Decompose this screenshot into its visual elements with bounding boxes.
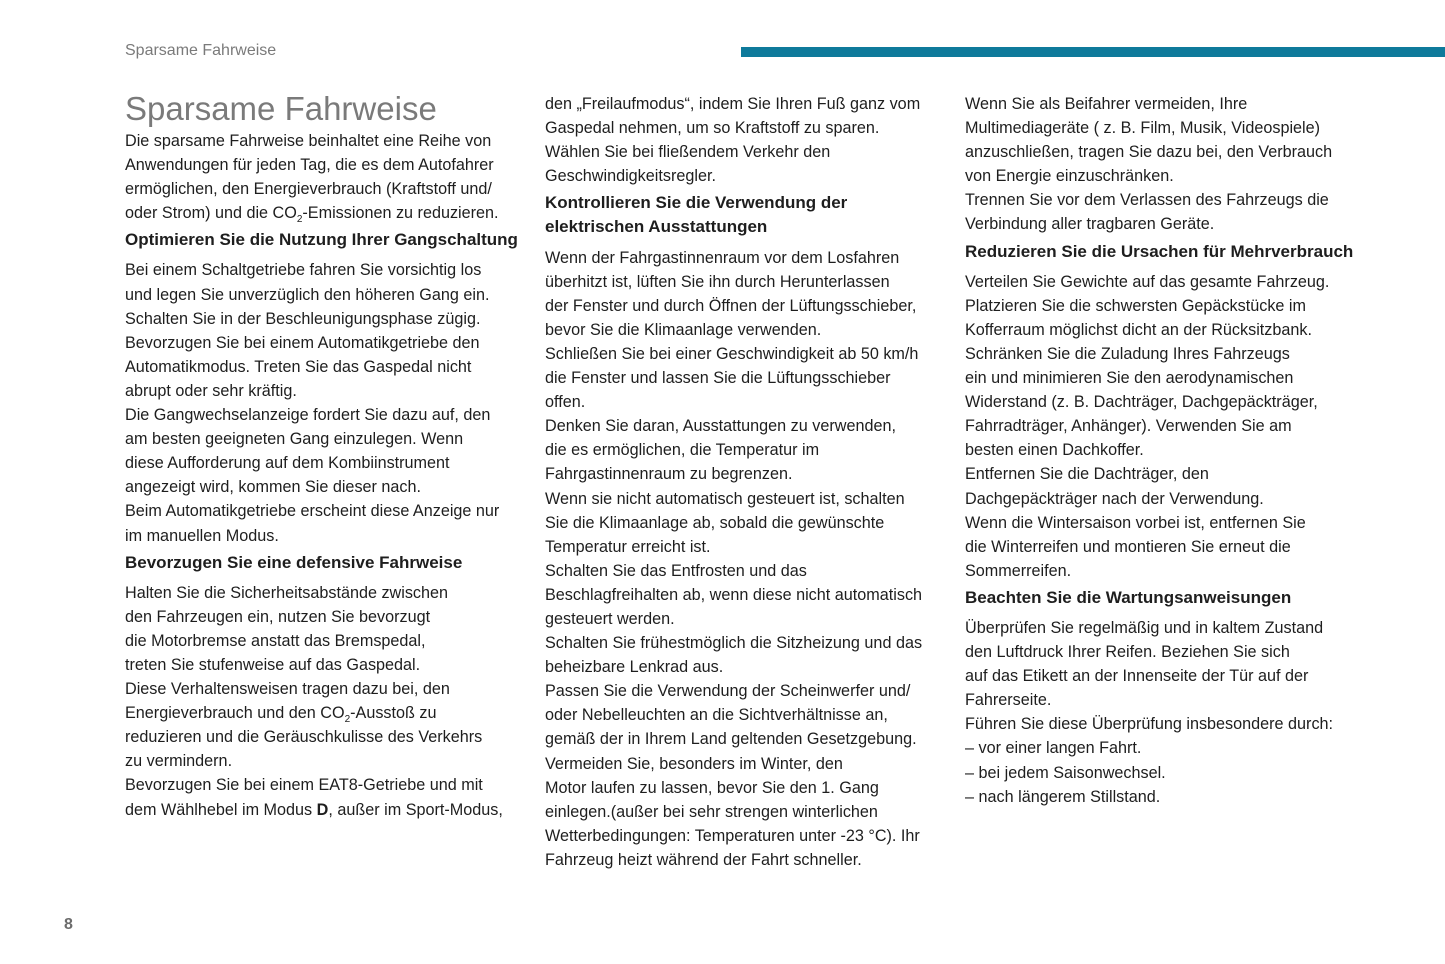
text-line: Wählen Sie bei fließendem Verkehr den [545, 143, 831, 162]
co2-subscript: 2 [344, 714, 351, 726]
text-line: im manuellen Modus. [125, 526, 279, 545]
text-line: bevor Sie die Klimaanlage verwenden. [545, 320, 822, 339]
page-number: 8 [64, 916, 73, 933]
text-line: diese Aufforderung auf dem Kombiinstrument [125, 454, 450, 473]
text-line: Schränken Sie die Zuladung Ihres Fahrzeugs [965, 344, 1290, 363]
text-line: Platzieren Sie die schwersten Gepäckstücke im [965, 296, 1306, 315]
text-line: ein und minimieren Sie den aerodynamischen [965, 369, 1294, 388]
text-line: die es ermöglichen, die Temperatur im [545, 441, 820, 460]
heading-defensive-fahrweise: Bevorzugen Sie eine defensive Fahrweise [125, 552, 463, 572]
list-item: – nach längerem Stillstand. [965, 785, 1365, 809]
running-header-title: Sparsame Fahrweise [125, 42, 277, 59]
column-middle [545, 92, 945, 872]
text-line: Trennen Sie vor dem Verlassen des Fahrzeugs die [965, 191, 1329, 210]
text-line: Automatikmodus. Treten Sie das Gaspedal nicht [125, 357, 472, 376]
text-line: am besten geeigneten Gang einzulegen. Wenn [125, 430, 464, 449]
text-line: Denken Sie daran, Ausstattungen zu verwenden, [545, 417, 896, 436]
intro-paragraph [125, 129, 525, 225]
paragraph-defensive-fahrweise [125, 581, 525, 822]
co2-subscript: 2 [296, 214, 303, 226]
text-line: Entfernen Sie die Dachträger, den [965, 465, 1209, 484]
paragraph-gangschaltung [125, 258, 525, 547]
text-line: Wenn Sie als Beifahrer vermeiden, Ihre [965, 95, 1248, 113]
text-line: abrupt oder sehr kräftig. [125, 381, 297, 400]
paragraph-elektrische-ausstattungen [545, 246, 945, 872]
text-line: Fahrradträger, Anhänger). Verwenden Sie am [965, 417, 1292, 436]
text-line: auf das Etikett an der Innenseite der Tür auf der [965, 667, 1309, 686]
text-line: Bei einem Schaltgetriebe fahren Sie vorsichtig los [125, 261, 482, 280]
text-line: -Ausstoß zu [350, 704, 437, 723]
text-line: Vermeiden Sie, besonders im Winter, den [545, 754, 843, 773]
text-line: Gaspedal nehmen, um so Kraftstoff zu sparen. [545, 119, 880, 138]
text-line: , außer im Sport-Modus, [328, 800, 503, 819]
intro-line: oder Strom) und die CO [125, 204, 297, 223]
text-line: Geschwindigkeitsregler. [545, 167, 716, 186]
text-line: die Fenster und lassen Sie die Lüftungsschieber [545, 369, 891, 388]
text-line: die Winterreifen und montieren Sie erneut die [965, 537, 1291, 556]
text-line: Wenn sie nicht automatisch gesteuert ist, schalten [545, 489, 905, 508]
text-line: Schalten Sie das Entfrosten und das [545, 561, 807, 580]
text-line: gemäß der in Ihrem Land geltenden Gesetzgebung. [545, 730, 917, 749]
text-line: Sommerreifen. [965, 561, 1072, 580]
text-line: beheizbare Lenkrad aus. [545, 658, 724, 677]
text-line: Verteilen Sie Gewichte auf das gesamte Fahrzeug. [965, 272, 1330, 291]
text-line: gesteuert werden. [545, 609, 675, 628]
column-right [965, 92, 1365, 809]
text-line: Schalten Sie frühestmöglich die Sitzheizung und das [545, 634, 923, 653]
text-line: den „Freilaufmodus“, indem Sie Ihren Fuß ganz vom [545, 95, 921, 113]
text-line: Wenn die Wintersaison vorbei ist, entfernen Sie [965, 513, 1306, 532]
text-line: der Fenster und durch Öffnen der Lüftungsschieber, [545, 296, 917, 315]
text-line: Wenn der Fahrgastinnenraum vor dem Losfahren [545, 248, 900, 267]
column-left [125, 92, 525, 822]
paragraph-freilauf [545, 92, 945, 188]
intro-line: -Emissionen zu reduzieren. [302, 204, 499, 223]
check-occasions-list [965, 736, 1365, 808]
text-line: Multimediageräte ( z. B. Film, Musik, Videospiele) [965, 119, 1321, 138]
text-line: anzuschließen, tragen Sie dazu bei, den Verbrauch [965, 143, 1333, 162]
intro-line: Die sparsame Fahrweise beinhaltet eine Reihe von [125, 132, 492, 150]
heading-mehrverbrauch: Reduzieren Sie die Ursachen für Mehrverbrauch [965, 241, 1354, 261]
text-line: Bevorzugen Sie bei einem EAT8-Getriebe und mit [125, 776, 483, 795]
text-line: dem Wählhebel im Modus [125, 800, 317, 819]
header-accent-bar [741, 47, 1445, 57]
text-line: Bevorzugen Sie bei einem Automatikgetriebe den [125, 333, 480, 352]
text-line: Beschlagfreihalten ab, wenn diese nicht automatisch [545, 585, 923, 604]
text-line: Fahrzeug heizt während der Fahrt schneller. [545, 850, 862, 869]
text-line: Schalten Sie in der Beschleunigungsphase zügig. [125, 309, 481, 328]
text-line: Temperatur erreicht ist. [545, 537, 711, 556]
text-line: einlegen.(außer bei sehr strengen winterlichen [545, 802, 878, 821]
text-line: überhitzt ist, lüften Sie ihn durch Herunterlassen [545, 272, 890, 291]
text-line: treten Sie stufenweise auf das Gaspedal. [125, 655, 421, 674]
paragraph-mehrverbrauch [965, 270, 1365, 583]
text-line: Fahrerseite. [965, 691, 1052, 710]
text-line: reduzieren und die Geräuschkulisse des Verkehrs [125, 728, 483, 747]
intro-line: ermöglichen, den Energieverbrauch (Kraftstoff und/ [125, 180, 492, 199]
text-line: besten einen Dachkoffer. [965, 441, 1144, 460]
heading-gangschaltung: Optimieren Sie die Nutzung Ihrer Gangschaltung [125, 230, 518, 250]
text-line: zu vermindern. [125, 752, 233, 771]
text-line: Widerstand (z. B. Dachträger, Dachgepäckträger, [965, 393, 1318, 412]
text-line: angezeigt wird, kommen Sie dieser nach. [125, 478, 422, 497]
text-line: Dachgepäckträger nach der Verwendung. [965, 489, 1264, 508]
page-title: Sparsame Fahrweise [125, 90, 437, 127]
text-line: Kofferraum möglichst dicht an der Rücksitzbank. [965, 320, 1312, 339]
text-line: Energieverbrauch und den CO [125, 704, 345, 723]
text-line: Verbindung aller tragbaren Geräte. [965, 215, 1215, 234]
intro-line: Anwendungen für jeden Tag, die es dem Autofahrer [125, 156, 494, 175]
text-line: Führen Sie diese Überprüfung insbesondere durch: [965, 715, 1334, 734]
list-item: – vor einer langen Fahrt. [965, 736, 1365, 760]
text-line: Schließen Sie bei einer Geschwindigkeit ab 50 km/h [545, 344, 919, 363]
heading-elektrische-ausstattungen: Kontrollieren Sie die Verwendung der elektrischen Ausstattungen [545, 193, 848, 237]
heading-wartungsanweisungen: Beachten Sie die Wartungsanweisungen [965, 587, 1292, 607]
text-line: Motor laufen zu lassen, bevor Sie den 1. Gang [545, 778, 879, 797]
text-line: Überprüfen Sie regelmäßig und in kaltem Zustand [965, 618, 1324, 637]
mode-d-bold: D [316, 800, 329, 819]
paragraph-multimedia [965, 92, 1365, 237]
text-line: den Fahrzeugen ein, nutzen Sie bevorzugt [125, 607, 431, 626]
text-line: Die Gangwechselanzeige fordert Sie dazu auf, den [125, 406, 491, 425]
text-line: Wetterbedingungen: Temperaturen unter -23 °C). Ihr [545, 826, 920, 845]
text-line: offen. [545, 393, 586, 412]
text-line: die Motorbremse anstatt das Bremspedal, [125, 631, 426, 650]
paragraph-wartungsanweisungen [965, 616, 1365, 736]
text-line: und legen Sie unverzüglich den höheren Gang ein. [125, 285, 490, 304]
text-line: Sie die Klimaanlage ab, sobald die gewünschte [545, 513, 885, 532]
text-line: Diese Verhaltensweisen tragen dazu bei, den [125, 680, 450, 699]
text-line: Passen Sie die Verwendung der Scheinwerfer und/ [545, 682, 911, 701]
list-item: – bei jedem Saisonwechsel. [965, 761, 1365, 785]
text-line: Fahrgastinnenraum zu begrenzen. [545, 465, 793, 484]
text-line: Beim Automatikgetriebe erscheint diese Anzeige nur [125, 502, 500, 521]
text-line: Halten Sie die Sicherheitsabstände zwischen [125, 583, 449, 602]
text-line: von Energie einzuschränken. [965, 167, 1174, 186]
text-line: oder Nebelleuchten an die Sichtverhältnisse an, [545, 706, 888, 725]
text-line: den Luftdruck Ihrer Reifen. Beziehen Sie sich [965, 643, 1290, 662]
